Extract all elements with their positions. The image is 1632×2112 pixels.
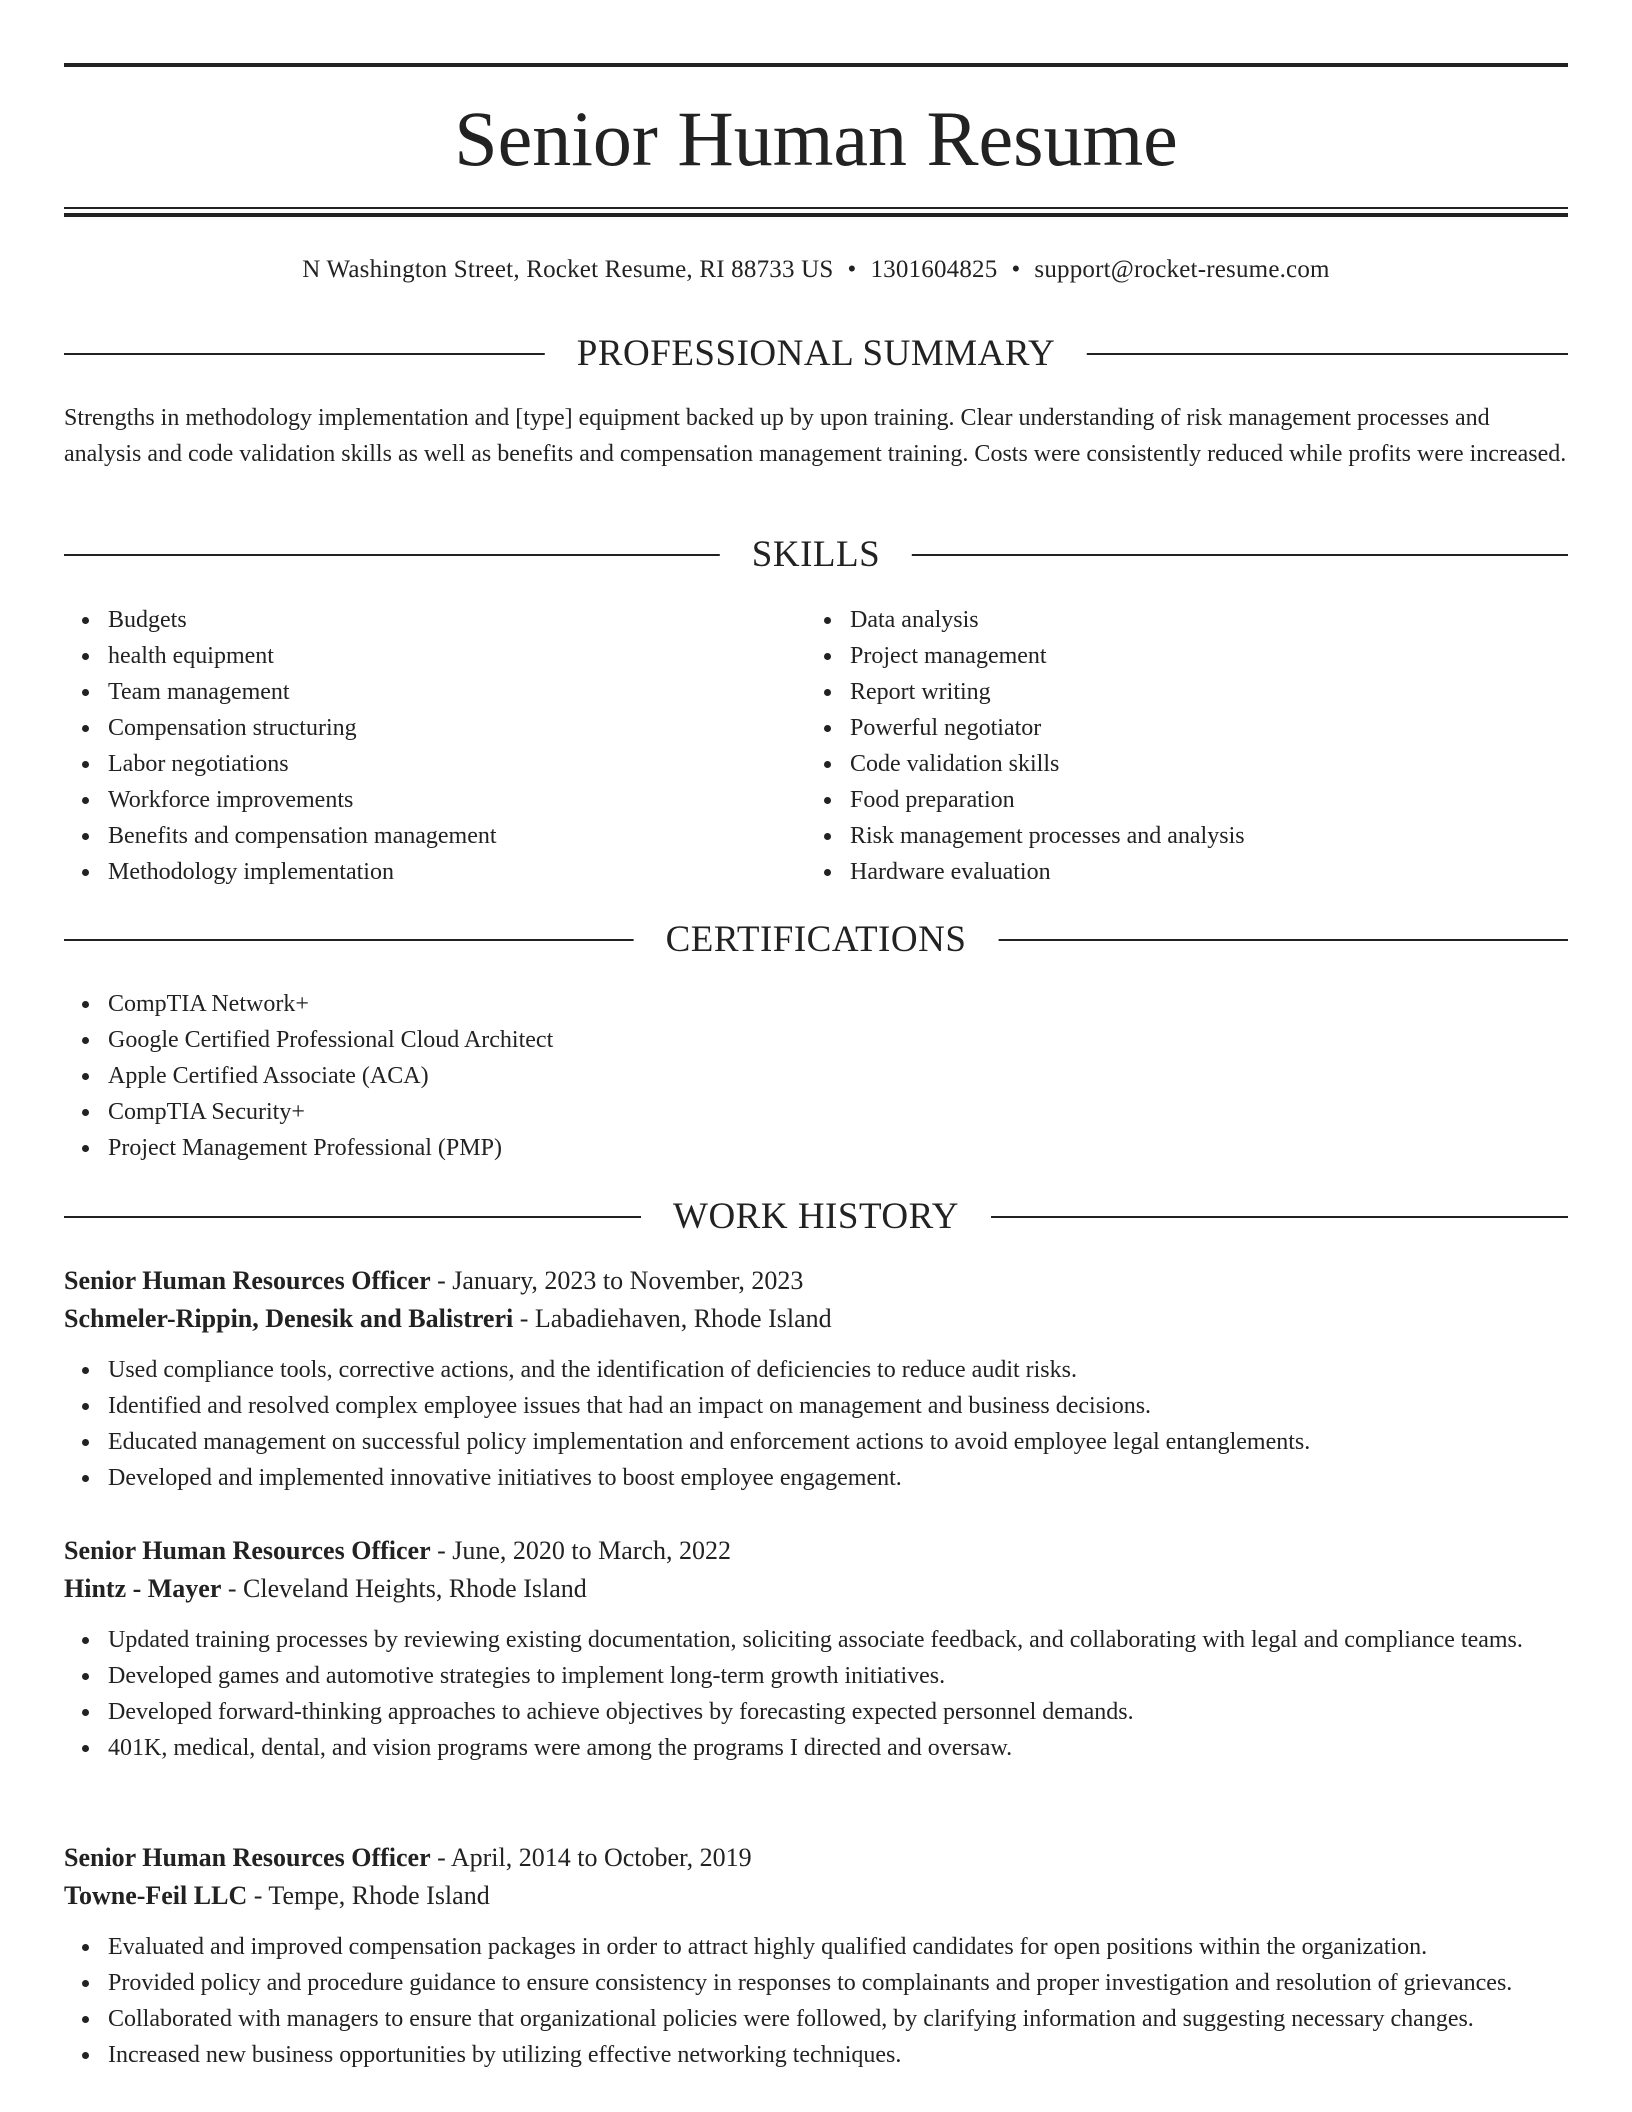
section-title: PROFESSIONAL SUMMARY — [545, 332, 1087, 376]
certification-item: CompTIA Security+ — [108, 1094, 1568, 1130]
job-title-line — [64, 1839, 1568, 1877]
job-location: - Labadiehaven, Rhode Island — [513, 1304, 832, 1333]
job-company: Schmeler-Rippin, Denesik and Balistreri — [64, 1304, 514, 1333]
certifications-list — [64, 986, 1568, 1166]
skill-item: Budgets — [108, 602, 804, 638]
contact-address: N Washington Street, Rocket Resume, RI 88733 US — [302, 256, 834, 283]
skill-item: Data analysis — [850, 602, 1546, 638]
contact-phone: 1301604825 — [870, 256, 998, 283]
job-entry — [64, 1532, 1568, 1766]
skills-left-column — [64, 602, 804, 890]
job-dates: - January, 2023 to November, 2023 — [430, 1266, 804, 1295]
skill-item: Labor negotiations — [108, 746, 804, 782]
job-title: Senior Human Resources Officer — [64, 1843, 431, 1872]
job-duties-list — [64, 1929, 1568, 2073]
skills-list-left — [64, 602, 804, 890]
job-duty: Educated management on successful policy implementation and enforcement actions to avoid employee legal entanglements. — [108, 1424, 1568, 1460]
job-duty: Developed games and automotive strategies to implement long-term growth initiatives. — [108, 1658, 1568, 1694]
skill-item: Code validation skills — [850, 746, 1546, 782]
certification-item: Project Management Professional (PMP) — [108, 1130, 1568, 1166]
summary-text: Strengths in methodology implementation and [type] equipment backed up by upon training. Clear understanding of risk management processes and analysis and code validation skills as well as benefits and compensation management training. Costs were consistently reduced while profits were increased. — [64, 405, 1567, 467]
certification-item: CompTIA Network+ — [108, 986, 1568, 1022]
job-company-line — [64, 1300, 1568, 1338]
job-duty: Developed and implemented innovative initiatives to boost employee engagement. — [108, 1460, 1568, 1496]
job-entry — [64, 1839, 1568, 2073]
job-title: Senior Human Resources Officer — [64, 1266, 431, 1295]
skill-item: Hardware evaluation — [850, 854, 1546, 890]
certifications-section-heading — [64, 918, 1568, 962]
job-duty: Collaborated with managers to ensure that organizational policies were followed, by clarifying information and suggesting necessary changes. — [108, 2001, 1568, 2037]
section-title: WORK HISTORY — [641, 1195, 991, 1239]
title-underline-lower — [64, 213, 1568, 217]
job-duty: Increased new business opportunities by utilizing effective networking techniques. — [108, 2037, 1568, 2073]
skill-item: Food preparation — [850, 782, 1546, 818]
job-title-line — [64, 1532, 1568, 1570]
job-company-line — [64, 1570, 1568, 1608]
contact-separator: • — [1011, 256, 1021, 283]
skill-item: Risk management processes and analysis — [850, 818, 1546, 854]
job-location: - Cleveland Heights, Rhode Island — [221, 1574, 587, 1603]
section-title: SKILLS — [720, 533, 912, 577]
skill-item: Team management — [108, 674, 804, 710]
skill-item: health equipment — [108, 638, 804, 674]
section-title: CERTIFICATIONS — [634, 918, 999, 962]
skill-item: Compensation structuring — [108, 710, 804, 746]
contact-line — [64, 254, 1568, 286]
summary-section-heading — [64, 332, 1568, 376]
job-duties-list — [64, 1622, 1568, 1766]
job-title: Senior Human Resources Officer — [64, 1536, 431, 1565]
work-history-section-heading — [64, 1195, 1568, 1239]
job-company-line — [64, 1877, 1568, 1915]
job-location: - Tempe, Rhode Island — [247, 1881, 490, 1910]
job-entry — [64, 1262, 1568, 1496]
contact-email: support@rocket-resume.com — [1034, 256, 1330, 283]
skill-item: Benefits and compensation management — [108, 818, 804, 854]
skills-section-heading — [64, 533, 1568, 577]
job-dates: - June, 2020 to March, 2022 — [430, 1536, 732, 1565]
job-duty: Identified and resolved complex employee issues that had an impact on management and business decisions. — [108, 1388, 1568, 1424]
job-duty: Updated training processes by reviewing existing documentation, soliciting associate feedback, and collaborating with legal and compliance teams. — [108, 1622, 1568, 1658]
skill-item: Methodology implementation — [108, 854, 804, 890]
job-company: Towne-Feil LLC — [64, 1881, 248, 1910]
job-duty: 401K, medical, dental, and vision programs were among the programs I directed and oversaw. — [108, 1730, 1568, 1766]
skill-item: Report writing — [850, 674, 1546, 710]
job-company: Hintz - Mayer — [64, 1574, 222, 1603]
job-duty: Evaluated and improved compensation packages in order to attract highly qualified candidates for open positions within the organization. — [108, 1929, 1568, 1965]
top-rule — [64, 63, 1568, 67]
certifications-block — [64, 986, 1568, 1166]
job-title-line — [64, 1262, 1568, 1300]
job-dates: - April, 2014 to October, 2019 — [430, 1843, 752, 1872]
certification-item: Apple Certified Associate (ACA) — [108, 1058, 1568, 1094]
resume-title: Senior Human Resume — [454, 95, 1178, 182]
job-duties-list — [64, 1352, 1568, 1496]
job-duty: Developed forward-thinking approaches to achieve objectives by forecasting expected personnel demands. — [108, 1694, 1568, 1730]
skill-item: Powerful negotiator — [850, 710, 1546, 746]
certification-item: Google Certified Professional Cloud Architect — [108, 1022, 1568, 1058]
skill-item: Workforce improvements — [108, 782, 804, 818]
job-duty: Provided policy and procedure guidance to ensure consistency in responses to complainants and proper investigation and resolution of grievances. — [108, 1965, 1568, 2001]
skills-list-right — [806, 602, 1546, 890]
skill-item: Project management — [850, 638, 1546, 674]
title-underline-upper — [64, 207, 1568, 209]
skills-right-column — [806, 602, 1546, 890]
job-duty: Used compliance tools, corrective actions, and the identification of deficiencies to reduce audit risks. — [108, 1352, 1568, 1388]
contact-separator: • — [847, 256, 857, 283]
